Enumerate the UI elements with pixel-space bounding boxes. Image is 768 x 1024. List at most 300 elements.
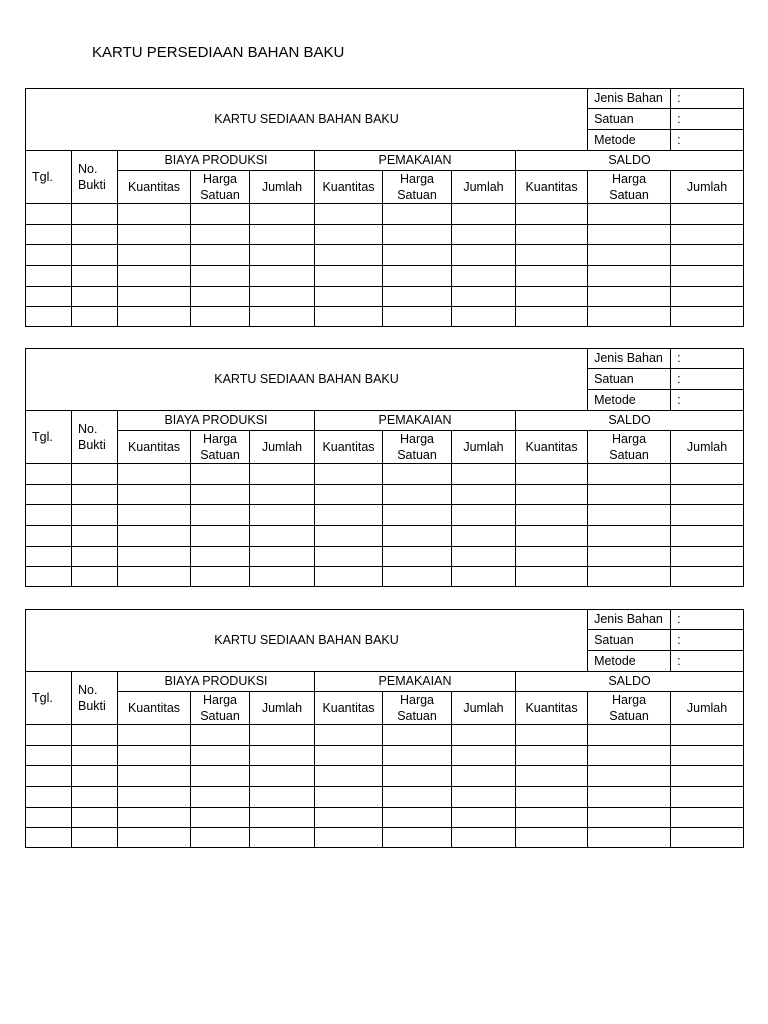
table-cell[interactable] bbox=[191, 485, 250, 505]
table-cell[interactable] bbox=[315, 307, 383, 327]
table-cell[interactable] bbox=[72, 287, 118, 307]
header-pemakaian: PEMAKAIAN bbox=[315, 411, 516, 431]
header-no-bukti-line1: No. bbox=[78, 422, 98, 436]
table-cell[interactable] bbox=[118, 766, 191, 787]
table-cell[interactable] bbox=[516, 725, 588, 746]
table-cell[interactable] bbox=[588, 766, 671, 787]
header-harga-line1: Harga bbox=[399, 172, 435, 186]
table-cell[interactable] bbox=[516, 808, 588, 828]
table-cell[interactable] bbox=[588, 287, 671, 307]
header-harga-satuan bbox=[588, 171, 671, 204]
table-cell[interactable] bbox=[516, 287, 588, 307]
header-harga-line2: Satuan bbox=[200, 709, 240, 723]
header-no-bukti bbox=[72, 672, 118, 725]
table-cell[interactable] bbox=[250, 464, 315, 485]
table-cell[interactable] bbox=[26, 245, 72, 266]
info-value-metode[interactable]: : bbox=[671, 390, 744, 411]
table-cell[interactable] bbox=[516, 204, 588, 225]
table-cell[interactable] bbox=[72, 464, 118, 485]
table-row bbox=[26, 287, 744, 307]
header-no-bukti-line2: Bukti bbox=[78, 178, 106, 192]
table-cell[interactable] bbox=[191, 204, 250, 225]
table-cell[interactable] bbox=[26, 547, 72, 567]
table-cell[interactable] bbox=[588, 204, 671, 225]
table-cell[interactable] bbox=[383, 746, 452, 766]
header-biaya-produksi: BIAYA PRODUKSI bbox=[118, 672, 315, 692]
table-cell[interactable] bbox=[671, 828, 744, 848]
table-cell[interactable] bbox=[118, 266, 191, 287]
info-label-metode: Metode bbox=[588, 651, 671, 672]
table-cell[interactable] bbox=[26, 725, 72, 746]
table-cell[interactable] bbox=[72, 746, 118, 766]
table-cell[interactable] bbox=[250, 725, 315, 746]
table-cell[interactable] bbox=[588, 526, 671, 547]
table-cell[interactable] bbox=[383, 204, 452, 225]
table-cell[interactable] bbox=[315, 567, 383, 587]
table-row bbox=[26, 828, 744, 848]
header-tgl: Tgl. bbox=[26, 411, 72, 464]
table-cell[interactable] bbox=[516, 567, 588, 587]
table-cell[interactable] bbox=[250, 225, 315, 245]
table-cell[interactable] bbox=[26, 567, 72, 587]
header-jumlah: Jumlah bbox=[671, 431, 744, 464]
table-cell[interactable] bbox=[72, 505, 118, 526]
header-saldo: SALDO bbox=[516, 151, 744, 171]
table-cell[interactable] bbox=[383, 828, 452, 848]
header-harga-line2: Satuan bbox=[609, 448, 649, 462]
table-cell[interactable] bbox=[191, 287, 250, 307]
card-title: KARTU SEDIAAN BAHAN BAKU bbox=[26, 349, 588, 411]
table-cell[interactable] bbox=[191, 746, 250, 766]
table-cell[interactable] bbox=[315, 464, 383, 485]
table-cell[interactable] bbox=[516, 464, 588, 485]
table-cell[interactable] bbox=[191, 307, 250, 327]
info-value-metode[interactable]: : bbox=[671, 651, 744, 672]
table-cell[interactable] bbox=[315, 526, 383, 547]
table-cell[interactable] bbox=[191, 526, 250, 547]
table-cell[interactable] bbox=[452, 464, 516, 485]
table-cell[interactable] bbox=[191, 787, 250, 808]
table-cell[interactable] bbox=[118, 746, 191, 766]
table-cell[interactable] bbox=[516, 307, 588, 327]
table-cell[interactable] bbox=[72, 547, 118, 567]
table-cell[interactable] bbox=[671, 725, 744, 746]
info-label-satuan: Satuan bbox=[588, 109, 671, 130]
table-cell[interactable] bbox=[118, 204, 191, 225]
info-label-metode: Metode bbox=[588, 390, 671, 411]
table-cell[interactable] bbox=[72, 225, 118, 245]
header-tgl: Tgl. bbox=[26, 151, 72, 204]
table-cell[interactable] bbox=[118, 225, 191, 245]
table-cell[interactable] bbox=[72, 485, 118, 505]
table-cell[interactable] bbox=[191, 808, 250, 828]
header-harga-line2: Satuan bbox=[397, 188, 437, 202]
table-row bbox=[26, 204, 744, 225]
table-cell[interactable] bbox=[452, 266, 516, 287]
header-kuantitas: Kuantitas bbox=[315, 431, 383, 464]
header-kuantitas: Kuantitas bbox=[118, 171, 191, 204]
header-harga-line2: Satuan bbox=[200, 448, 240, 462]
table-cell[interactable] bbox=[588, 547, 671, 567]
table-cell[interactable] bbox=[250, 204, 315, 225]
table-cell[interactable] bbox=[671, 808, 744, 828]
table-cell[interactable] bbox=[72, 725, 118, 746]
table-row bbox=[26, 725, 744, 746]
table-cell[interactable] bbox=[671, 307, 744, 327]
table-cell[interactable] bbox=[315, 547, 383, 567]
table-cell[interactable] bbox=[588, 266, 671, 287]
table-cell[interactable] bbox=[516, 828, 588, 848]
header-harga-line1: Harga bbox=[612, 693, 647, 707]
table-cell[interactable] bbox=[118, 787, 191, 808]
table-cell[interactable] bbox=[452, 567, 516, 587]
info-value-jenis-bahan[interactable]: : bbox=[671, 349, 744, 369]
table-cell[interactable] bbox=[383, 266, 452, 287]
header-kuantitas: Kuantitas bbox=[516, 171, 588, 204]
table-cell[interactable] bbox=[383, 808, 452, 828]
header-kuantitas: Kuantitas bbox=[315, 692, 383, 725]
table-cell[interactable] bbox=[588, 808, 671, 828]
header-kuantitas: Kuantitas bbox=[118, 692, 191, 725]
table-cell[interactable] bbox=[516, 225, 588, 245]
table-cell[interactable] bbox=[383, 245, 452, 266]
table-cell[interactable] bbox=[588, 828, 671, 848]
table-cell[interactable] bbox=[516, 746, 588, 766]
table-cell[interactable] bbox=[250, 808, 315, 828]
table-cell[interactable] bbox=[191, 245, 250, 266]
info-value-satuan[interactable]: : bbox=[671, 109, 744, 130]
header-harga-line1: Harga bbox=[202, 172, 238, 186]
table-cell[interactable] bbox=[26, 505, 72, 526]
info-value-jenis-bahan[interactable]: : bbox=[671, 610, 744, 630]
table-cell[interactable] bbox=[315, 266, 383, 287]
table-cell[interactable] bbox=[383, 526, 452, 547]
table-cell[interactable] bbox=[383, 307, 452, 327]
table-cell[interactable] bbox=[671, 567, 744, 587]
table-cell[interactable] bbox=[118, 485, 191, 505]
table-cell[interactable] bbox=[516, 787, 588, 808]
header-harga-line1: Harga bbox=[399, 693, 435, 707]
table-cell[interactable] bbox=[383, 725, 452, 746]
header-pemakaian: PEMAKAIAN bbox=[315, 151, 516, 171]
header-no-bukti bbox=[72, 411, 118, 464]
table-cell[interactable] bbox=[452, 725, 516, 746]
table-cell[interactable] bbox=[315, 828, 383, 848]
table-cell[interactable] bbox=[26, 204, 72, 225]
table-cell[interactable] bbox=[671, 287, 744, 307]
table-cell[interactable] bbox=[516, 526, 588, 547]
table-cell[interactable] bbox=[118, 245, 191, 266]
table-cell[interactable] bbox=[250, 567, 315, 587]
table-cell[interactable] bbox=[26, 266, 72, 287]
table-cell[interactable] bbox=[118, 307, 191, 327]
header-harga-line1: Harga bbox=[399, 432, 435, 446]
table-cell[interactable] bbox=[250, 505, 315, 526]
table-cell[interactable] bbox=[191, 266, 250, 287]
table-cell[interactable] bbox=[452, 485, 516, 505]
table-cell[interactable] bbox=[191, 828, 250, 848]
table-cell[interactable] bbox=[191, 567, 250, 587]
table-cell[interactable] bbox=[588, 307, 671, 327]
table-row bbox=[26, 526, 744, 547]
table-cell[interactable] bbox=[588, 245, 671, 266]
table-cell[interactable] bbox=[516, 266, 588, 287]
info-value-satuan[interactable]: : bbox=[671, 630, 744, 651]
table-cell[interactable] bbox=[452, 287, 516, 307]
table-cell[interactable] bbox=[315, 287, 383, 307]
table-cell[interactable] bbox=[516, 505, 588, 526]
table-cell[interactable] bbox=[315, 245, 383, 266]
table-cell[interactable] bbox=[671, 526, 744, 547]
table-cell[interactable] bbox=[315, 808, 383, 828]
table-cell[interactable] bbox=[191, 464, 250, 485]
header-harga-satuan bbox=[191, 431, 250, 464]
table-cell[interactable] bbox=[250, 766, 315, 787]
header-saldo: SALDO bbox=[516, 672, 744, 692]
table-cell[interactable] bbox=[315, 204, 383, 225]
info-label-jenis-bahan: Jenis Bahan bbox=[588, 610, 671, 630]
table-cell[interactable] bbox=[26, 808, 72, 828]
table-cell[interactable] bbox=[315, 225, 383, 245]
info-label-jenis-bahan: Jenis Bahan bbox=[588, 89, 671, 109]
header-jumlah: Jumlah bbox=[250, 692, 315, 725]
table-cell[interactable] bbox=[671, 266, 744, 287]
table-cell[interactable] bbox=[118, 828, 191, 848]
table-cell[interactable] bbox=[26, 307, 72, 327]
table-row bbox=[26, 307, 744, 327]
table-cell[interactable] bbox=[72, 526, 118, 547]
info-label-satuan: Satuan bbox=[588, 630, 671, 651]
table-cell[interactable] bbox=[72, 808, 118, 828]
inventory-card-table bbox=[25, 88, 744, 327]
header-kuantitas: Kuantitas bbox=[118, 431, 191, 464]
table-cell[interactable] bbox=[452, 828, 516, 848]
table-cell[interactable] bbox=[250, 266, 315, 287]
header-harga-satuan bbox=[383, 431, 452, 464]
table-cell[interactable] bbox=[671, 766, 744, 787]
header-harga-line2: Satuan bbox=[609, 709, 649, 723]
table-cell[interactable] bbox=[26, 526, 72, 547]
header-jumlah: Jumlah bbox=[671, 171, 744, 204]
card-title: KARTU SEDIAAN BAHAN BAKU bbox=[26, 89, 588, 151]
table-cell[interactable] bbox=[671, 204, 744, 225]
table-cell[interactable] bbox=[516, 245, 588, 266]
table-row bbox=[26, 464, 744, 485]
header-harga-satuan bbox=[383, 692, 452, 725]
table-cell[interactable] bbox=[118, 808, 191, 828]
table-cell[interactable] bbox=[250, 828, 315, 848]
header-saldo: SALDO bbox=[516, 411, 744, 431]
table-cell[interactable] bbox=[452, 526, 516, 547]
table-cell[interactable] bbox=[72, 766, 118, 787]
table-row bbox=[26, 746, 744, 766]
table-cell[interactable] bbox=[588, 464, 671, 485]
table-cell[interactable] bbox=[516, 766, 588, 787]
table-cell[interactable] bbox=[516, 547, 588, 567]
table-cell[interactable] bbox=[452, 766, 516, 787]
table-cell[interactable] bbox=[383, 505, 452, 526]
table-row bbox=[26, 766, 744, 787]
header-jumlah: Jumlah bbox=[452, 171, 516, 204]
table-cell[interactable] bbox=[588, 746, 671, 766]
header-harga-line2: Satuan bbox=[397, 448, 437, 462]
table-cell[interactable] bbox=[250, 485, 315, 505]
table-cell[interactable] bbox=[452, 746, 516, 766]
header-harga-satuan bbox=[191, 692, 250, 725]
table-cell[interactable] bbox=[250, 526, 315, 547]
table-row bbox=[26, 547, 744, 567]
table-cell[interactable] bbox=[315, 746, 383, 766]
info-label-metode: Metode bbox=[588, 130, 671, 151]
table-cell[interactable] bbox=[588, 225, 671, 245]
table-cell[interactable] bbox=[383, 567, 452, 587]
table-cell[interactable] bbox=[72, 204, 118, 225]
header-harga-satuan bbox=[191, 171, 250, 204]
table-cell[interactable] bbox=[118, 725, 191, 746]
header-jumlah: Jumlah bbox=[452, 431, 516, 464]
table-cell[interactable] bbox=[383, 787, 452, 808]
table-cell[interactable] bbox=[72, 307, 118, 327]
table-cell[interactable] bbox=[671, 746, 744, 766]
table-cell[interactable] bbox=[452, 204, 516, 225]
table-cell[interactable] bbox=[452, 505, 516, 526]
table-cell[interactable] bbox=[191, 225, 250, 245]
table-cell[interactable] bbox=[26, 287, 72, 307]
info-label-satuan: Satuan bbox=[588, 369, 671, 390]
table-cell[interactable] bbox=[118, 526, 191, 547]
table-cell[interactable] bbox=[671, 464, 744, 485]
table-cell[interactable] bbox=[250, 245, 315, 266]
table-cell[interactable] bbox=[26, 464, 72, 485]
table-cell[interactable] bbox=[191, 505, 250, 526]
table-cell[interactable] bbox=[671, 787, 744, 808]
table-cell[interactable] bbox=[315, 505, 383, 526]
table-cell[interactable] bbox=[118, 505, 191, 526]
header-harga-line1: Harga bbox=[612, 172, 647, 186]
table-row bbox=[26, 505, 744, 526]
header-no-bukti-line2: Bukti bbox=[78, 438, 106, 452]
info-label-jenis-bahan: Jenis Bahan bbox=[588, 349, 671, 369]
table-row bbox=[26, 787, 744, 808]
table-cell[interactable] bbox=[383, 287, 452, 307]
header-no-bukti-line1: No. bbox=[78, 162, 98, 176]
header-no-bukti-line1: No. bbox=[78, 683, 98, 697]
header-harga-satuan bbox=[588, 692, 671, 725]
table-cell[interactable] bbox=[383, 225, 452, 245]
header-jumlah: Jumlah bbox=[671, 692, 744, 725]
table-cell[interactable] bbox=[250, 547, 315, 567]
table-cell[interactable] bbox=[383, 547, 452, 567]
table-cell[interactable] bbox=[250, 307, 315, 327]
table-cell[interactable] bbox=[383, 766, 452, 787]
table-cell[interactable] bbox=[72, 245, 118, 266]
table-cell[interactable] bbox=[452, 787, 516, 808]
table-cell[interactable] bbox=[191, 766, 250, 787]
header-jumlah: Jumlah bbox=[250, 431, 315, 464]
table-row bbox=[26, 245, 744, 266]
table-cell[interactable] bbox=[72, 828, 118, 848]
table-cell[interactable] bbox=[671, 245, 744, 266]
table-cell[interactable] bbox=[72, 567, 118, 587]
header-biaya-produksi: BIAYA PRODUKSI bbox=[118, 411, 315, 431]
page-title: KARTU PERSEDIAAN BAHAN BAKU bbox=[92, 44, 345, 61]
header-kuantitas: Kuantitas bbox=[516, 692, 588, 725]
table-cell[interactable] bbox=[118, 567, 191, 587]
table-cell[interactable] bbox=[383, 485, 452, 505]
table-cell[interactable] bbox=[315, 725, 383, 746]
info-value-satuan[interactable]: : bbox=[671, 369, 744, 390]
table-cell[interactable] bbox=[671, 225, 744, 245]
table-cell[interactable] bbox=[72, 787, 118, 808]
header-harga-line2: Satuan bbox=[609, 188, 649, 202]
header-kuantitas: Kuantitas bbox=[516, 431, 588, 464]
table-cell[interactable] bbox=[250, 787, 315, 808]
header-pemakaian: PEMAKAIAN bbox=[315, 672, 516, 692]
table-cell[interactable] bbox=[315, 485, 383, 505]
table-cell[interactable] bbox=[588, 485, 671, 505]
table-cell[interactable] bbox=[315, 787, 383, 808]
header-jumlah: Jumlah bbox=[452, 692, 516, 725]
table-cell[interactable] bbox=[588, 787, 671, 808]
table-cell[interactable] bbox=[191, 725, 250, 746]
table-cell[interactable] bbox=[452, 547, 516, 567]
table-cell[interactable] bbox=[315, 766, 383, 787]
table-row bbox=[26, 225, 744, 245]
table-cell[interactable] bbox=[452, 307, 516, 327]
table-cell[interactable] bbox=[191, 547, 250, 567]
header-no-bukti-line2: Bukti bbox=[78, 699, 106, 713]
table-cell[interactable] bbox=[118, 464, 191, 485]
table-row bbox=[26, 485, 744, 505]
table-cell[interactable] bbox=[26, 766, 72, 787]
table-cell[interactable] bbox=[26, 828, 72, 848]
table-cell[interactable] bbox=[588, 567, 671, 587]
table-cell[interactable] bbox=[250, 287, 315, 307]
table-cell[interactable] bbox=[26, 746, 72, 766]
table-cell[interactable] bbox=[516, 485, 588, 505]
table-cell[interactable] bbox=[452, 808, 516, 828]
table-cell[interactable] bbox=[383, 464, 452, 485]
table-cell[interactable] bbox=[671, 505, 744, 526]
table-cell[interactable] bbox=[452, 245, 516, 266]
table-cell[interactable] bbox=[452, 225, 516, 245]
table-row bbox=[26, 567, 744, 587]
header-jumlah: Jumlah bbox=[250, 171, 315, 204]
table-cell[interactable] bbox=[118, 287, 191, 307]
table-row bbox=[26, 266, 744, 287]
header-biaya-produksi: BIAYA PRODUKSI bbox=[118, 151, 315, 171]
header-harga-satuan bbox=[588, 431, 671, 464]
table-cell[interactable] bbox=[26, 225, 72, 245]
table-cell[interactable] bbox=[671, 485, 744, 505]
info-value-jenis-bahan[interactable]: : bbox=[671, 89, 744, 109]
header-harga-line1: Harga bbox=[202, 432, 238, 446]
table-cell[interactable] bbox=[671, 547, 744, 567]
header-harga-line1: Harga bbox=[612, 432, 647, 446]
table-cell[interactable] bbox=[26, 485, 72, 505]
card-title: KARTU SEDIAAN BAHAN BAKU bbox=[26, 610, 588, 672]
table-row bbox=[26, 808, 744, 828]
header-kuantitas: Kuantitas bbox=[315, 171, 383, 204]
table-cell[interactable] bbox=[118, 547, 191, 567]
table-cell[interactable] bbox=[588, 505, 671, 526]
inventory-card-table bbox=[25, 609, 744, 848]
table-cell[interactable] bbox=[588, 725, 671, 746]
info-value-metode[interactable]: : bbox=[671, 130, 744, 151]
table-cell[interactable] bbox=[72, 266, 118, 287]
table-cell[interactable] bbox=[250, 746, 315, 766]
table-cell[interactable] bbox=[26, 787, 72, 808]
